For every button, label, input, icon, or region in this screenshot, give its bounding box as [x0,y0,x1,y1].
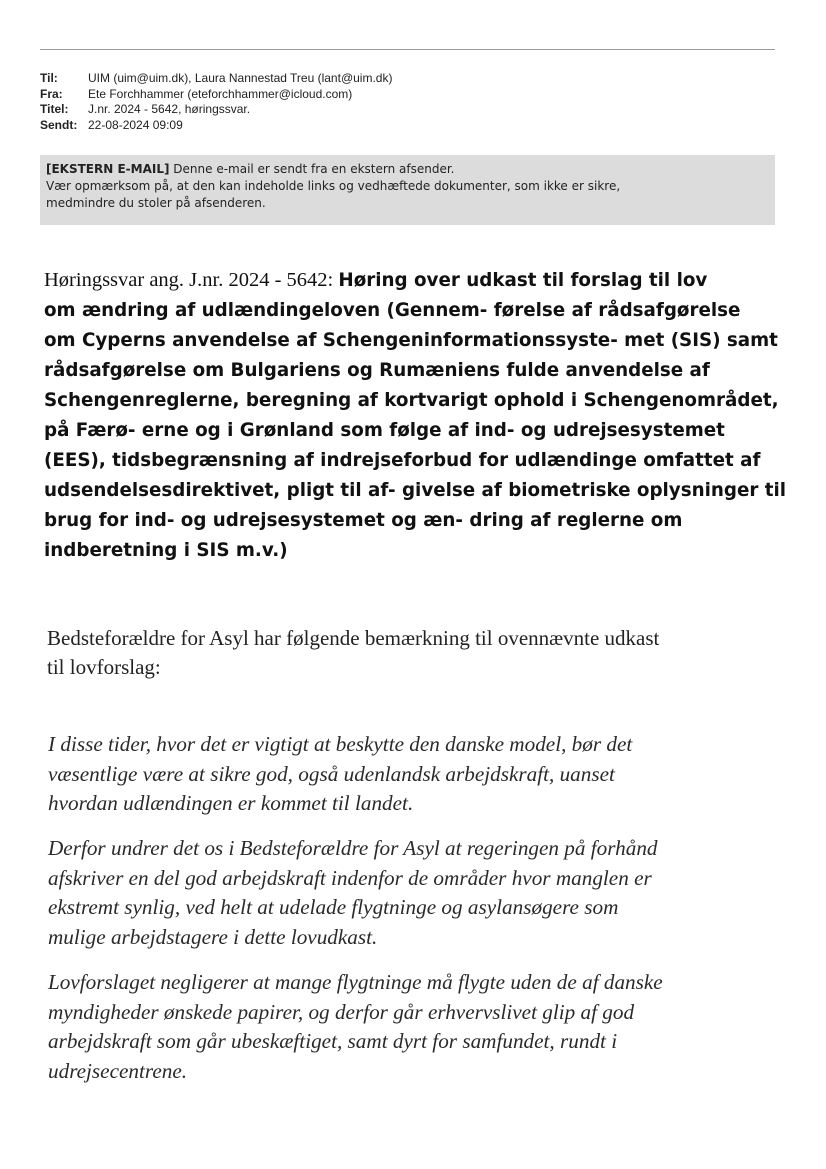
subject-row [40,102,392,118]
p3-line-4: udrejsecentrene. [48,1058,188,1083]
warning-text-1: Denne e-mail er sendt fra en ekstern afsender. [169,162,455,176]
sent-row [40,118,392,134]
email-header [40,71,392,133]
top-divider [40,49,775,50]
title-line-3: om Cyperns anvendelse af Schengeninformationssyste- met (SIS) samt [44,330,778,351]
title-line-9: brug for ind- og udrejsesystemet og æn- dring af reglerne om [44,510,683,531]
to-label: Til: [40,71,58,85]
statement-paragraph-2 [48,834,788,952]
warning-line-3: medmindre du stoler på afsenderen. [46,196,266,210]
subject-label: Titel: [40,102,69,116]
sent-value: 22-08-2024 09:09 [88,117,183,132]
p3-line-2: myndigheder ønskede papirer, og derfor går erhvervslivet glip af god [48,999,635,1024]
intro-line-1: Bedsteforældre for Asyl har følgende bemærkning til ovennævnte udkast [47,626,660,650]
title-line-8: udsendelsesdirektivet, pligt til af- givelse af biometriske oplysninger til [44,480,787,501]
title-lead: Høringssvar ang. J.nr. 2024 - 5642: [44,269,339,291]
title-line-4: rådsafgørelse om Bulgariens og Rumæniens fulde anvendelse af [44,360,710,381]
title-line-2: om ændring af udlændingeloven (Gennem- førelse af rådsafgørelse [44,300,741,321]
external-email-warning [40,155,775,225]
statement-paragraph-1 [48,730,788,819]
from-label: Fra: [40,86,63,101]
p1-line-3: hvordan udlændingen er kommet til landet. [48,791,414,815]
from-value: Ete Forchhammer (eteforchhammer@icloud.com) [88,86,353,101]
external-tag: [EKSTERN E-MAIL] [46,162,170,176]
p2-line-1: Derfor undrer det os i Bedsteforældre for Asyl at regeringen på forhånd [48,836,658,860]
p2-line-2: afskriver en del god arbejdskraft indenfor de områder hvor manglen er [48,865,652,890]
intro-line-2: til lovforslag: [47,655,161,679]
statement-paragraph-3 [48,968,788,1086]
sent-label: Sendt: [40,117,78,132]
title-line-7: (EES), tidsbegrænsning af indrejseforbud for udlændinge omfattet af [44,450,761,471]
to-value: UIM (uim@uim.dk), Laura Nannestad Treu (lant@uim.dk) [88,71,393,85]
to-row [40,71,392,87]
title-line-1 [44,265,784,296]
title-text-1: Høring over udkast til forslag til lov [338,270,708,291]
warning-line-1 [46,161,775,178]
title-line-6: på Færø- erne og i Grønland som følge af ind- og udrejsesystemet [44,420,725,441]
p1-line-2: væsentlige være at sikre god, også udenlandsk arbejdskraft, uanset [48,761,615,786]
p3-line-1: Lovforslaget negligerer at mange flygtninge må flygte uden de af danske [48,970,663,994]
intro-paragraph [47,624,787,682]
p1-line-1: I disse tider, hvor det er vigtigt at beskytte den danske model, bør det [48,732,633,756]
title-line-10: indberetning i SIS m.v.) [44,540,288,561]
title-line-5: Schengenreglerne, beregning af kortvarigt ophold i Schengenområdet, [44,390,779,411]
document-title [44,265,787,566]
from-row [40,87,392,103]
p2-line-3: ekstremt synlig, ved helt at udelade flygtninge og asylansøgere som [48,895,619,919]
p3-line-3: arbejdskraft som går ubeskæftiget, samt dyrt for samfundet, rundt i [48,1029,618,1053]
subject-value: J.nr. 2024 - 5642, høringssvar. [88,102,251,116]
warning-line-2: Vær opmærksom på, at den kan indeholde links og vedhæftede dokumenter, som ikke er sikre, [46,179,621,193]
p2-line-4: mulige arbejdstagere i dette lovudkast. [48,924,378,949]
